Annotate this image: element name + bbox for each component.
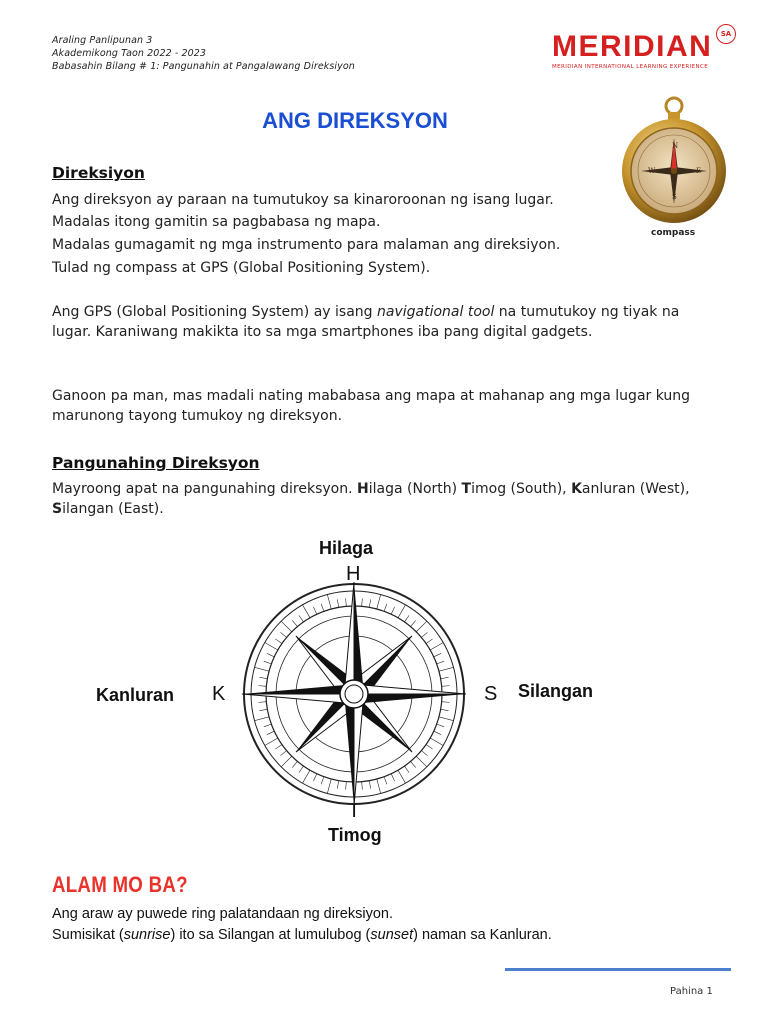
did-you-know-line-1: Ang araw ay puwede ring palatandaan ng direksiyon. [52, 906, 393, 922]
gps-text-a: Ang GPS (Global Positioning System) ay isang [52, 304, 378, 320]
gps-text-italic: navigational tool [377, 304, 495, 320]
header-school-year: Akademikong Taon 2022 - 2023 [52, 48, 207, 59]
cardinal-intro-segment: anluran (West), [581, 481, 690, 497]
cardinal-intro-segment: ilangan (East). [62, 501, 164, 517]
rose-letter-south: T [348, 800, 361, 822]
rose-letter-north: H [346, 563, 361, 585]
sun-text-a: Sumisikat ( [52, 927, 124, 943]
svg-text:W: W [648, 167, 656, 175]
svg-text:E: E [696, 167, 702, 175]
header-subject: Araling Panlipunan 3 [52, 35, 153, 46]
rose-label-south: Timog [328, 825, 382, 845]
header-reading-number: Babasahin Bilang # 1: Pangunahin at Pangalawang Direksiyon [52, 61, 355, 72]
compass-rose-icon [234, 574, 474, 814]
para-line-2: Madalas itong gamitin sa pagbabasa ng mapa. [52, 214, 381, 230]
cardinal-intro-segment: K [571, 481, 582, 497]
cardinal-intro-segment: ilaga (North) [368, 481, 462, 497]
cardinal-intro [52, 479, 722, 519]
rose-letter-east: S [484, 683, 498, 705]
sunrise-term: sunrise [123, 927, 171, 943]
svg-text:N: N [672, 142, 679, 150]
para-line-3: Madalas gumagamit ng mga instrumento para malaman ang direksiyon. [52, 237, 561, 253]
gps-text-b: na tumutukoy ng tiyak na lugar. Karaniwang makikta ito sa mga smartphones iba pang digital gadgets. [52, 304, 680, 340]
rose-label-east: Silangan [518, 681, 594, 701]
cardinal-intro-segment: S [52, 501, 63, 517]
cardinal-intro-segment: imog (South), [471, 481, 572, 497]
rose-letter-west: K [212, 683, 226, 705]
compass-caption: compass [651, 228, 696, 238]
section-heading-direksiyon: Direksiyon [52, 164, 145, 182]
logo-tagline: MERIDIAN INTERNATIONAL LEARNING EXPERIENCE [552, 64, 709, 70]
compass-icon [618, 96, 730, 228]
cardinal-intro-segment: Mayroong apat na pangunahing direksyon. [52, 481, 358, 497]
cardinal-intro-segment: H [357, 481, 369, 497]
sun-text-b: ) ito sa Silangan at lumulubog ( [170, 927, 371, 943]
para-line-4: Tulad ng compass at GPS (Global Positioning System). [52, 260, 431, 276]
did-you-know-heading: ALAM MO BA? [52, 872, 188, 897]
section-heading-pangunahing-direksyon: Pangunahing Direksyon [52, 454, 260, 472]
gps-paragraph [52, 302, 722, 342]
logo-wordmark: MERIDIAN [552, 30, 713, 63]
page-title: ANG DIREKSYON [262, 108, 448, 133]
sun-text-c: ) naman sa Kanluran. [413, 927, 552, 943]
rose-label-west: Kanluran [96, 685, 175, 705]
page-number: Pahina 1 [670, 986, 713, 997]
navigation-paragraph: Ganoon pa man, mas madali nating mababasa ang mapa at mahanap ang mga lugar kung marunong tayong tumukoy ng direksyon. [52, 388, 691, 424]
cardinal-intro-segment: T [461, 481, 472, 497]
para-line-1: Ang direksyon ay paraan na tumutukoy sa kinaroroonan ng isang lugar. [52, 192, 554, 208]
logo-badge: SA [716, 24, 736, 44]
meridian-logo [552, 30, 752, 76]
rose-label-north: Hilaga [319, 538, 374, 558]
footer-divider [505, 968, 731, 971]
svg-text:S: S [672, 193, 677, 201]
sunset-term: sunset [370, 927, 414, 943]
did-you-know-line-2 [52, 925, 552, 946]
